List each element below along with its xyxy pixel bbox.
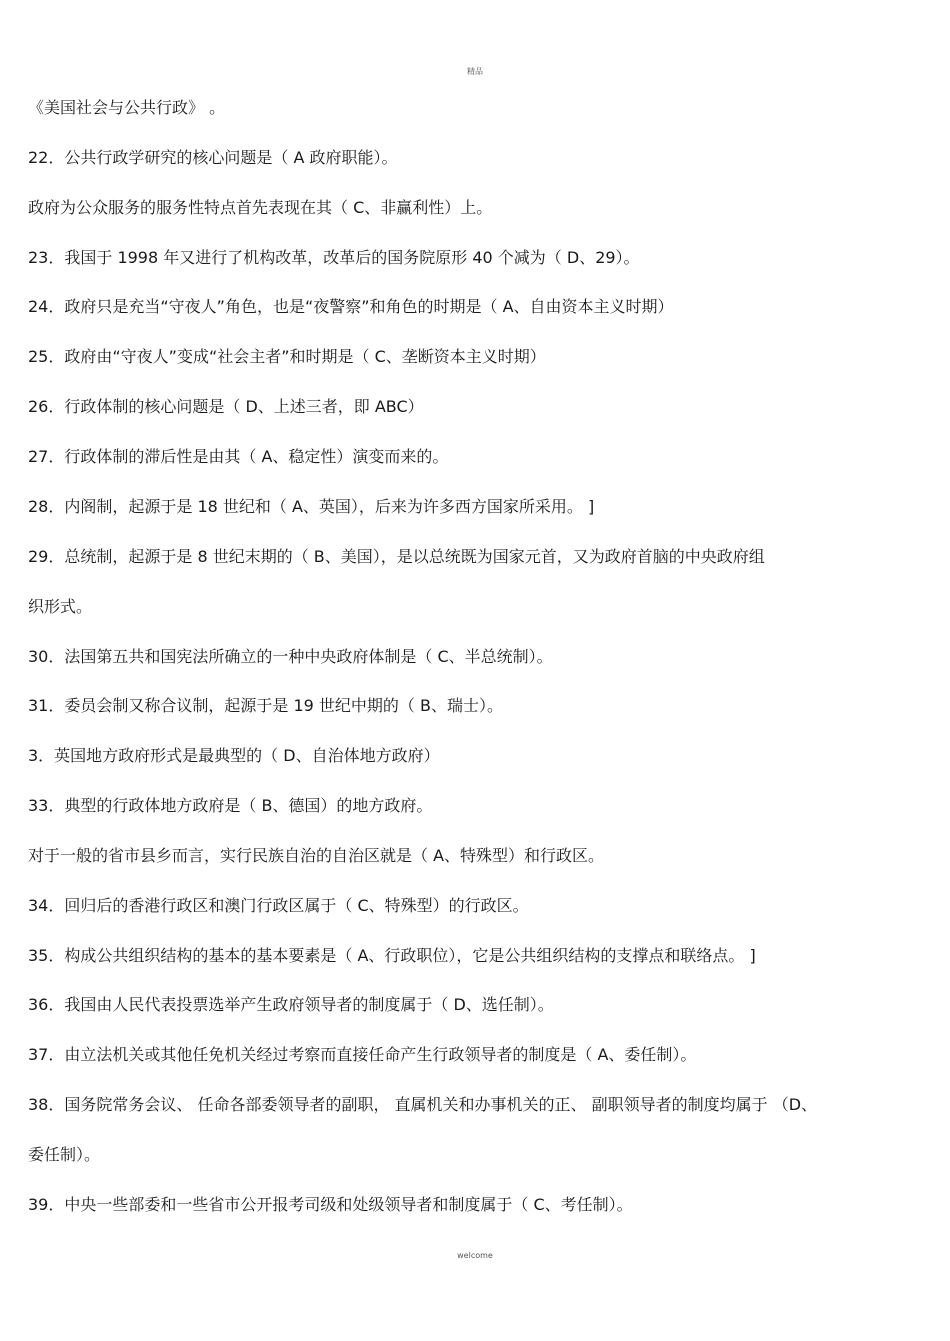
text-line: 31．委员会制又称合议制，起源于是 19 世纪中期的（ B、瑞士）。 (28, 696, 503, 715)
text-line: 35．构成公共组织结构的基本的基本要素是（ A、行政职位），它是公共组织结构的支撑点和联络点。 ] (28, 946, 756, 965)
text-line: 28．内阁制，起源于是 18 世纪和（ A、英国），后来为许多西方国家所采用。 ] (28, 497, 595, 516)
page-header: 精品 (467, 67, 483, 76)
text-line: 26．行政体制的核心问题是（ D、上述三者，即 ABC） (28, 397, 424, 416)
text-line: 24．政府只是充当“守夜人”角色，也是“夜警察”和角色的时期是（ A、自由资本主义时期） (28, 297, 674, 316)
text-line: 3．英国地方政府形式是最典型的（ D、自治体地方政府） (28, 746, 440, 765)
page-footer: welcome (457, 1251, 493, 1260)
text-line: 政府为公众服务的服务性特点首先表现在其（ C、非赢利性）上。 (28, 198, 493, 217)
text-line: 34．回归后的香港行政区和澳门行政区属于（ C、特殊型）的行政区。 (28, 896, 529, 915)
text-line: 37．由立法机关或其他任免机关经过考察而直接任命产生行政领导者的制度是（ A、委任制）。 (28, 1045, 697, 1064)
text-line: 30．法国第五共和国宪法所确立的一种中央政府体制是（ C、半总统制）。 (28, 647, 553, 666)
text-line: 织形式。 (28, 597, 93, 616)
text-line: 委任制）。 (28, 1145, 101, 1164)
text-line: 38．国务院常务会议、 任命各部委领导者的副职， 直属机关和办事机关的正、 副职领导者的制度均属于 （D、 (28, 1095, 818, 1114)
text-line: 对于一般的省市县乡而言，实行民族自治的自治区就是（ A、特殊型）和行政区。 (28, 846, 605, 865)
text-line: 《美国社会与公共行政》 。 (28, 98, 226, 117)
text-line: 29．总统制，起源于是 8 世纪末期的（ B、美国），是以总统既为国家元首，又为政府首脑的中央政府组 (28, 547, 765, 566)
text-line: 25．政府由“守夜人”变成“社会主者”和时期是（ C、垄断资本主义时期） (28, 347, 546, 366)
text-line: 39．中央一些部委和一些省市公开报考司级和处级领导者和制度属于（ C、考任制）。 (28, 1195, 633, 1214)
text-line: 22．公共行政学研究的核心问题是（ A 政府职能）。 (28, 148, 398, 167)
text-line: 33．典型的行政体地方政府是（ B、德国）的地方政府。 (28, 796, 433, 815)
text-line: 36．我国由人民代表投票选举产生政府领导者的制度属于（ D、选任制）。 (28, 995, 554, 1014)
text-line: 23．我国于 1998 年又进行了机构改革，改革后的国务院原形 40 个减为（ D、29）。 (28, 248, 640, 267)
text-line: 27．行政体制的滞后性是由其（ A、稳定性）演变而来的。 (28, 447, 449, 466)
